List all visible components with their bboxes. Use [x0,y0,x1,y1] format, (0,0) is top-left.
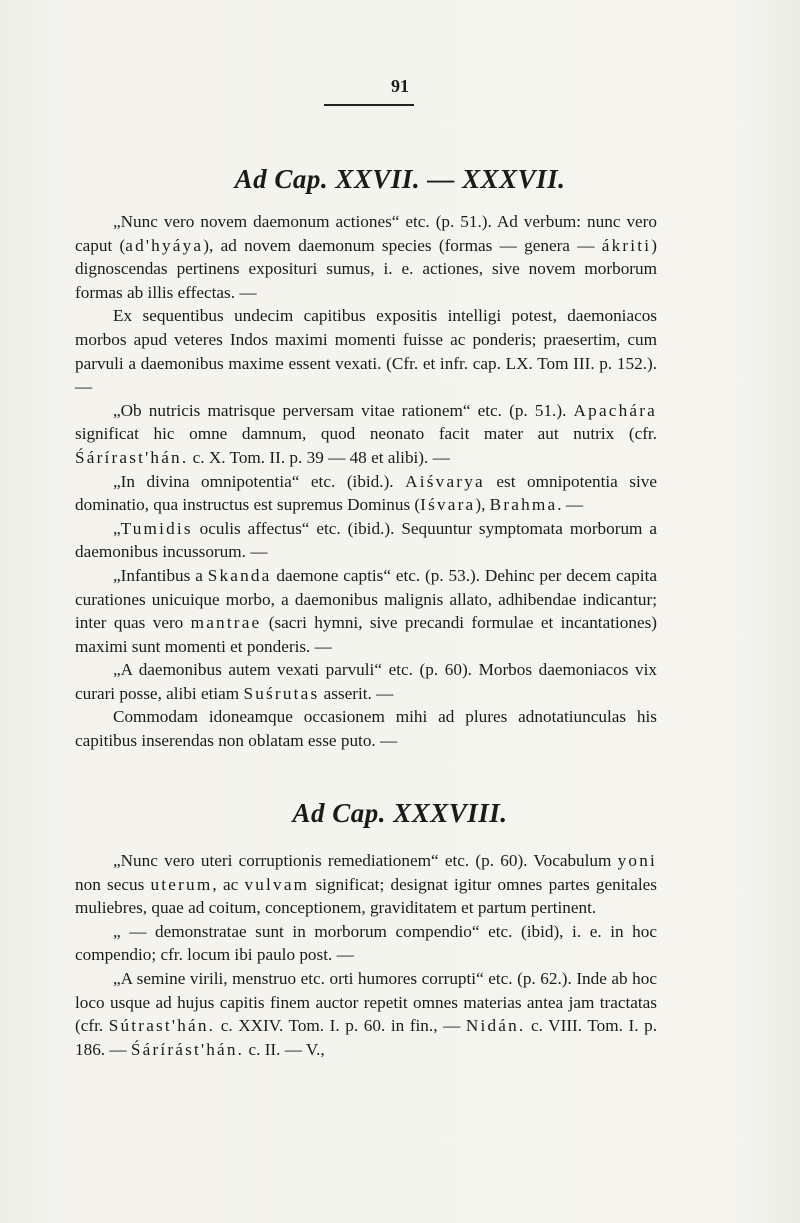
paragraph [75,564,657,658]
spaced-term: vulvam [244,874,310,894]
text-run: „In divina omnipotentia“ etc. (ibid.). [113,471,406,491]
paragraph [75,399,657,470]
spaced-term: Skanda [207,565,272,585]
paragraph [75,967,657,1061]
text-run: „ — demonstratae sunt in morborum compendio“ etc. (ibid), i. e. in hoc compendio; cfr. locum ibi paulo post. — [75,921,657,965]
spaced-term: Nidán. [465,1016,526,1036]
text-run: ), ad novem daemonum species (formas — genera — [203,235,602,255]
text-run: ) dignoscendas pertinens exposituri sumus, i. e. actiones, sive novem morborum formas ab illis effectas. — [75,235,657,302]
text-run: „Ob nutricis matrisque perversam vitae rationem“ etc. (p. 51.). [113,400,574,420]
section-body-cap-xxvii-xxxvii [75,210,657,753]
spaced-term: yoni [617,851,657,870]
section-heading-cap-xxvii-xxxvii: Ad Cap. XXVII. — XXXVII. [234,164,566,194]
paragraph [75,849,657,920]
spaced-term: Apachára [573,400,657,420]
text-run: „A daemonibus autem vexati parvuli“ etc. (p. 60). Morbos daemoniacos vix curari posse, alibi etiam [75,660,657,703]
paragraph [75,705,657,752]
spaced-term: ad'hyáya [125,235,204,255]
spaced-term: Iśvara [420,495,476,515]
spaced-term: Brahma [489,495,558,515]
text-run: Ex sequentibus undecim capitibus expositis intelligi potest, daemoniacos morbos apud veteres Indos maximi momenti fuisse ac ponderis; praesertim, cum parvuli a daemonibus maxime essent vexati. (Cfr. et infr. cap. LX. Tom III. p. 152.). — [75,306,657,397]
text-run: est omnipotentia sive dominatio, qua instructus est supremus Dominus ( [75,471,657,515]
paragraph [75,304,657,398]
text-run: c. VIII. Tom. I. p. 186. — [75,1016,657,1059]
text-run: non secus [75,874,151,894]
text-run: significat hic omne damnum, quod neonato facit mater aut nutrix (cfr. [75,424,657,444]
spaced-term: uterum [150,874,213,894]
text-run: . — [557,495,584,515]
section-body-cap-xxxviii [75,849,657,1061]
text-run: daemone captis“ etc. (p. 53.). Dehinc per decem capita curationes unicuique morbo, a daemonibus malignis allato, adhibendae indicantur; inter quas vero [75,565,657,633]
spaced-term: Śárírast'hán. [75,447,189,467]
text-run: Commodam idoneamque occasionem mihi ad plures adnotatiunculas his capitibus inserendas non oblatam esse puto. — [75,707,657,751]
paragraph [75,920,657,967]
text-run: significat; designat igitur omnes partes genitales muliebres, quae ad coitum, conceptionem, graviditatem et partum pertinent. [75,874,657,918]
text-run: „Infantibus a [113,565,208,585]
paragraph [75,658,657,705]
text-run: „ [113,518,121,538]
text-run: c. II. — V., [244,1039,325,1059]
paragraph [75,210,657,304]
page-number-rule [324,104,414,106]
text-run: oculis affectus“ etc. (ibid.). Sequuntur symptomata morborum a daemonibus incussorum. — [75,518,657,562]
spaced-term: Sútrast'hán. [108,1016,216,1036]
paragraph [75,517,657,564]
spaced-term: Suśrutas [243,683,320,703]
page-number: 91 [391,76,409,96]
spaced-term: Tumidis [120,518,193,538]
spaced-term: Aiśvarya [405,471,485,491]
text-run: ), [475,495,490,515]
text-run: asserit. — [319,683,394,703]
spaced-term: Śárírást'hán. [130,1039,245,1059]
text-run: , ac [212,874,245,894]
text-run: „Nunc vero uteri corruptionis remediationem“ etc. (p. 60). Vocabulum [113,851,618,870]
text-run: c. X. Tom. II. p. 39 — 48 et alibi). — [188,447,450,467]
section-heading-cap-xxxviii: Ad Cap. XXXVIII. [292,798,508,828]
text-run: „Nunc vero novem daemonum actiones“ etc. (p. 51.). Ad verbum: nunc vero caput ( [75,212,657,255]
spaced-term: ákriti [601,235,652,255]
text-run: (sacri hymni, sive precandi formulae et incantationes) maximi sunt momenti et ponderis. — [75,613,657,656]
text-run: c. XXIV. Tom. I. p. 60. in fin., — [215,1016,466,1036]
text-run: „A semine virili, menstruo etc. orti humores corrupti“ etc. (p. 62.). Inde ab hoc loco usque ad hujus capitis finem auctor repetit omnes materias antea jam tractatas (cfr. [75,968,657,1036]
spaced-term: mantrae [190,613,262,633]
paragraph [75,470,657,517]
